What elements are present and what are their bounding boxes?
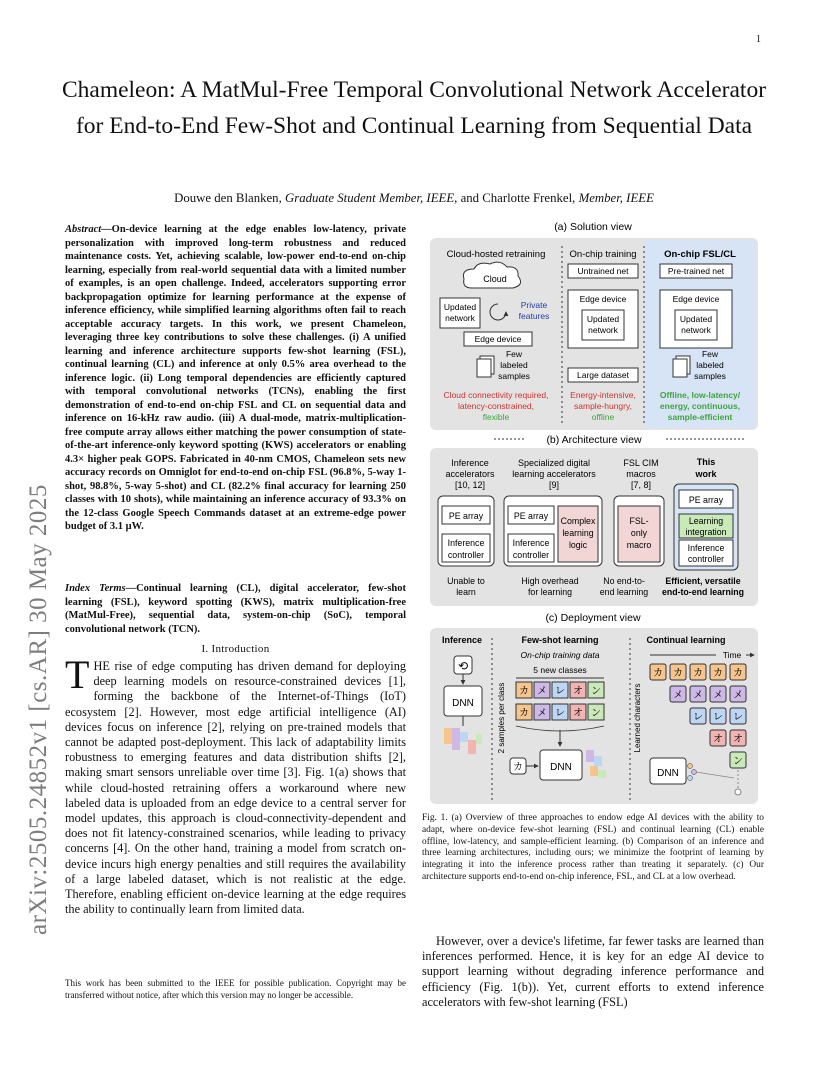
svg-text:Inference: Inference xyxy=(447,538,485,548)
pe-array-2: PE array xyxy=(513,511,549,521)
col2-head: On-chip training xyxy=(569,249,637,260)
training-advantage: offline xyxy=(591,412,615,422)
panel-c-title: (c) Deployment view xyxy=(545,612,641,624)
svg-text:レ: レ xyxy=(555,708,565,719)
section-heading: I. Introduction xyxy=(201,643,270,655)
svg-text:accelerators: accelerators xyxy=(445,469,495,479)
training-data-label: On-chip training data xyxy=(520,650,600,660)
updated-label: Updated xyxy=(443,302,477,312)
svg-text:[7, 8]: [7, 8] xyxy=(630,480,652,490)
updated-label-3: Updated xyxy=(679,314,713,324)
cloud-label: Cloud xyxy=(483,274,507,284)
svg-text:メ: メ xyxy=(693,690,703,701)
svg-text:FSL-: FSL- xyxy=(629,516,649,526)
untrained-net-label: Untrained net xyxy=(577,266,629,276)
svg-text:カ: カ xyxy=(673,668,683,679)
network-label-2: network xyxy=(588,325,618,335)
svg-text:DNN: DNN xyxy=(452,698,474,709)
svg-text:Learning: Learning xyxy=(688,516,724,526)
figure-1 xyxy=(424,218,762,808)
arxiv-stamp-text: arXiv:2505.24852v1 [cs.AR] 30 May 2025 xyxy=(25,484,52,935)
svg-text:レ: レ xyxy=(713,712,723,723)
svg-text:logic: logic xyxy=(568,540,588,550)
edge-device-label-1: Edge device xyxy=(474,334,522,344)
index-terms xyxy=(65,582,406,636)
svg-text:カ: カ xyxy=(693,668,703,679)
samples-label-3: samples xyxy=(694,371,726,381)
svg-text:Inference: Inference xyxy=(687,543,725,553)
labeled-label-3: labeled xyxy=(696,360,724,370)
svg-text:DNN: DNN xyxy=(550,762,572,773)
svg-text:メ: メ xyxy=(537,708,547,719)
svg-text:controller: controller xyxy=(512,550,550,560)
svg-text:end learning: end learning xyxy=(599,587,649,597)
svg-text:レ: レ xyxy=(555,686,565,697)
arch-2-footer: High overhead xyxy=(521,576,579,586)
svg-text:⟲: ⟲ xyxy=(457,659,469,673)
samples-label-1: samples xyxy=(498,371,530,381)
svg-text:カ: カ xyxy=(733,668,743,679)
few-label-1: Few xyxy=(505,349,523,359)
svg-text:カ: カ xyxy=(519,686,529,697)
cloud-drawback-1: Cloud connectivity required, xyxy=(443,390,549,400)
abstract-text: —On-device learning at the edge enables low-latency, private personalization with improved long-term robustness and reduced maintenance costs. Yet, achieving scalable, low-power end-to-end on-chip learning, especially from real-world sequential data with a limited number of examples, is an open challenge. Indeed, accelerators supporting error backpropagation optimize for learning performance at the expense of inference efficiency, while simplified learning algorithms often fail to reach acceptable accuracy targets. In this work, we present Chameleon, leveraging three key contributions to solve these challenges. (i) A unified learning and inference architecture supports few-shot learning (FSL), continual learning (CL) and inference at only 0.5% area overhead to the inference logic. (ii) Long temporal dependencies are efficiently captured with temporal convolutional networks (TCNs), enabling the first demonstration of end-to-end on-chip FSL and CL on sequential data and inference on 16-kHz raw audio. (iii) A dual-mode, matrix-multiplication-free compute array allows either matching the power consumption of state-of-the-art inference-only keyword spotting (KWS) accelerators or enabling 4.3× higher peak GOPS. Fabricated in 40-nm CMOS, Chameleon sets new accuracy records on Omniglot for end-to-end on-chip FSL (96.8%, 5-way 1-shot, 98.8%, 5-way 5-shot) and CL (82.2% final accuracy for learning 250 classes with 10 shots), while maintaining an inference accuracy of 93.3% on the 12-class Google Speech Commands dataset at an extreme-edge power budget of 3.1 μW. xyxy=(65,224,406,532)
page-number: 1 xyxy=(756,34,761,45)
updated-label-2: Updated xyxy=(586,314,620,324)
introduction-text xyxy=(65,652,406,917)
arch-4-head: This xyxy=(696,457,716,467)
author-1: Douwe den Blanken, xyxy=(174,191,282,205)
arch-3-footer: No end-to- xyxy=(603,576,645,586)
arch-4-footer: Efficient, versatile xyxy=(665,576,741,586)
labeled-label-1: labeled xyxy=(500,360,528,370)
svg-text:[9]: [9] xyxy=(548,480,560,490)
author-line xyxy=(60,191,768,206)
svg-text:カ: カ xyxy=(653,668,663,679)
svg-text:Complex: Complex xyxy=(560,516,596,526)
fsl-head: Few-shot learning xyxy=(521,635,599,645)
index-terms-text: —Continual learning (CL), digital accelerator, few-shot learning (FSL), keyword spotting (KWS), matrix multiplication-free (MatMul-Free), sequential data, system-on-chip (SoC), temporal convolutional network (TCN). xyxy=(65,583,406,635)
paper-title: Chameleon: A MatMul-Free Temporal Convolutional Network Accelerator for End-to-End Few-Shot and Continual Learning from Sequential Data xyxy=(61,77,767,139)
pe-array-4: PE array xyxy=(688,495,724,505)
svg-text:[10, 12]: [10, 12] xyxy=(454,480,486,490)
svg-text:macro: macro xyxy=(626,540,652,550)
svg-text:integration: integration xyxy=(685,527,727,537)
author-2-role: Member, IEEE xyxy=(578,191,654,205)
svg-text:ン: ン xyxy=(591,708,601,719)
training-drawback-1: Energy-intensive, xyxy=(570,390,636,400)
svg-text:learning: learning xyxy=(562,528,594,538)
features-label: features xyxy=(518,311,550,321)
cloud-advantage: flexible xyxy=(482,412,510,422)
svg-text:レ: レ xyxy=(693,712,703,723)
svg-text:controller: controller xyxy=(687,554,725,564)
author-2: and Charlotte Frenkel, xyxy=(460,191,576,205)
body-text-right: However, over a device's lifetime, far fewer tasks are learned than inferences performed. Hence, it is key for an edge AI device to support learning without degrading inference performance and efficiency (Fig. 1(b)). Yet, current efforts to extend inference accelerators with few-shot learning (FSL) xyxy=(422,934,764,1009)
network-label: network xyxy=(445,313,475,323)
fsl-advantage-3: sample-efficient xyxy=(667,412,733,422)
svg-text:DNN: DNN xyxy=(657,768,679,779)
svg-text:オ: オ xyxy=(573,708,583,719)
cloud-drawback-2: latency-constrained, xyxy=(457,401,535,411)
training-drawback-2: sample-hungry, xyxy=(574,401,632,411)
svg-text:ン: ン xyxy=(591,686,601,697)
svg-text:メ: メ xyxy=(713,690,723,701)
svg-text:オ: オ xyxy=(713,734,723,745)
svg-text:カ: カ xyxy=(519,708,529,719)
large-dataset-label: Large dataset xyxy=(577,370,629,380)
dropcap: T xyxy=(65,652,90,697)
svg-text:ン: ン xyxy=(733,756,743,767)
edge-device-label-2: Edge device xyxy=(579,294,627,304)
intro-body: HE rise of edge computing has driven demand for deploying deep learning models on resource-constrained devices [1], forming the backbone of the Internet-of-Things (IoT) ecosystem [2]. However, most edge artificial intelligence (AI) devices focus on inference [2], relying on pre-trained models that cannot be adapted post-deployment. This lack of adaptability limits robustness to emerging features and data distribution shifts [2], making smart sensors unreliable over time [3]. Fig. 1(a) shows that while cloud-hosted retraining offers a workaround where new labeled data is uploaded from an edge device to a central server for model updates, this approach is cloud-connectivity-dependent and does not fit latency-constrained scenarios, while leading to privacy concerns [4]. On the other hand, training a model from scratch on-device incurs high energy penalties and still requires the availability of a large labeled dataset, which is not realistic at the edge. Therefore, enabling efficient on-device learning at the edge requires the ability to continually learn from limited data. xyxy=(65,659,406,917)
samples-per-class-label: 2 samples per class xyxy=(497,682,506,754)
arxiv-stamp xyxy=(20,295,54,935)
pe-array-1: PE array xyxy=(448,511,484,521)
arch-3-head: FSL CIM xyxy=(623,458,659,468)
inference-head: Inference xyxy=(441,635,483,645)
network-label-3: network xyxy=(681,325,711,335)
few-label-3: Few xyxy=(701,349,719,359)
svg-text:メ: メ xyxy=(537,686,547,697)
arch-1-head: Inference xyxy=(451,458,489,468)
svg-text:オ: オ xyxy=(733,734,743,745)
svg-text:メ: メ xyxy=(733,690,743,701)
col3-head: On-chip FSL/CL xyxy=(664,249,736,260)
abstract xyxy=(65,223,406,534)
svg-text:controller: controller xyxy=(447,550,485,560)
fsl-advantage-2: energy, continuous, xyxy=(659,401,741,411)
arch-2-head: Specialized digital xyxy=(517,458,591,468)
svg-text:only: only xyxy=(630,528,648,538)
svg-text:オ: オ xyxy=(573,686,583,697)
svg-text:Inference: Inference xyxy=(512,538,550,548)
edge-device-label-3: Edge device xyxy=(672,294,720,304)
abstract-lead: Abstract xyxy=(65,224,102,235)
time-label: Time xyxy=(722,650,742,660)
cl-head: Continual learning xyxy=(646,635,726,645)
private-label: Private xyxy=(520,300,548,310)
col1-head: Cloud-hosted retraining xyxy=(446,249,546,260)
figure-caption: Fig. 1. (a) Overview of three approaches to endow edge AI devices with the ability to adapt, where on-device few-shot learning (FSL) and continual learning (CL) enable offline, low-latency, and sample-efficient learning. (b) Comparison of an inference and three learning architectures, including ours; we minimize the footprint of learning by integrating it into the inference process rather than treating it separately. (c) Our architecture supports end-to-end on-chip inference, FSL, and CL at a low overhead. xyxy=(422,813,764,882)
svg-text:learn: learn xyxy=(456,587,476,597)
svg-text:カ: カ xyxy=(713,668,723,679)
pretrained-net-label: Pre-trained net xyxy=(667,266,725,276)
index-terms-lead: Index Terms xyxy=(65,583,126,594)
learned-chars-label: Learned characters xyxy=(633,683,642,753)
svg-text:カ: カ xyxy=(513,762,523,773)
svg-text:learning accelerators: learning accelerators xyxy=(512,469,596,479)
panel-b-title: (b) Architecture view xyxy=(546,434,642,446)
svg-text:メ: メ xyxy=(673,690,683,701)
svg-text:for learning: for learning xyxy=(527,587,573,597)
five-classes-label: 5 new classes xyxy=(533,665,587,675)
svg-text:レ: レ xyxy=(733,712,743,723)
panel-a-title: (a) Solution view xyxy=(554,221,632,233)
svg-text:macros: macros xyxy=(626,469,656,479)
svg-text:end-to-end learning: end-to-end learning xyxy=(661,587,745,597)
svg-text:work: work xyxy=(695,469,717,479)
author-1-role: Graduate Student Member, IEEE, xyxy=(284,191,458,205)
arch-1-footer: Unable to xyxy=(447,576,485,586)
fsl-advantage-1: Offline, low-latency/ xyxy=(659,390,741,400)
footnote: This work has been submitted to the IEEE for possible publication. Copyright may be transferred without notice, after which this version may no longer be accessible. xyxy=(65,978,406,1000)
